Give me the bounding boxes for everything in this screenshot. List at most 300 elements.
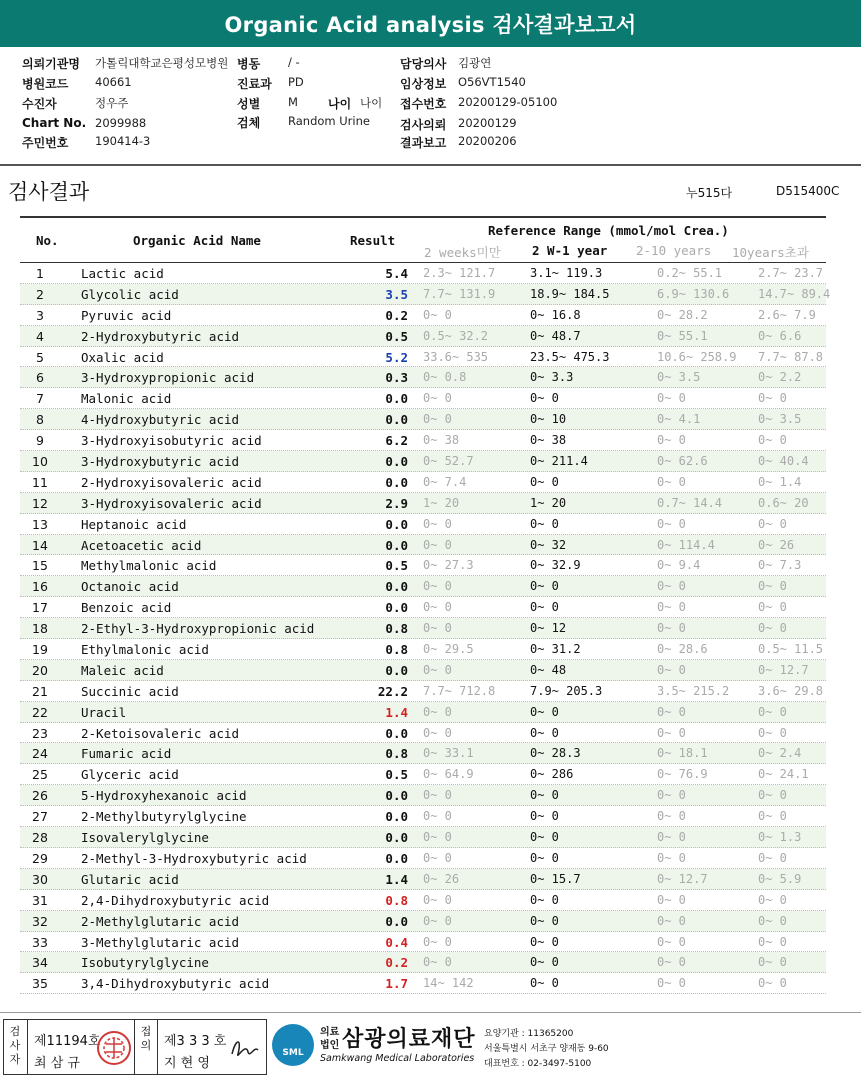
- specimen-value: Random Urine: [288, 114, 370, 128]
- row-name: 3-Hydroxyisovaleric acid: [81, 495, 262, 511]
- row-result: 0.3: [385, 370, 408, 386]
- row-ref-adult: 3.6~ 29.8: [758, 683, 824, 698]
- row-ref-1y: 0~ 12: [530, 621, 567, 636]
- row-result: 0.4: [385, 934, 408, 950]
- row-ref-2w: 2.3~ 121.7: [423, 266, 496, 280]
- col-name-header: Organic Acid Name: [133, 233, 261, 248]
- row-no: 28: [32, 830, 48, 846]
- table-row: [20, 305, 826, 326]
- row-ref-adult: 0~ 26: [758, 537, 795, 552]
- row-no: 30: [32, 871, 48, 887]
- row-ref-1y: 23.5~ 475.3: [530, 349, 610, 364]
- row-ref-adult: 0~ 1.4: [758, 474, 802, 489]
- col-no-header: No.: [36, 233, 59, 248]
- row-name: 2-Hydroxybutyric acid: [81, 328, 240, 344]
- row-ref-10y: 0~ 0: [657, 621, 686, 636]
- table-row: [20, 743, 826, 764]
- row-ref-1y: 3.1~ 119.3: [530, 266, 603, 280]
- row-result: 0.0: [385, 809, 408, 825]
- table-row: [20, 890, 826, 911]
- row-result: 0.0: [385, 725, 408, 741]
- row-no: 21: [32, 683, 48, 699]
- row-name: Maleic acid: [81, 662, 164, 678]
- row-ref-2w: 7.7~ 131.9: [423, 286, 496, 301]
- lab-address: 서울특별시 서초구 양재동 9-60: [484, 1044, 609, 1054]
- row-ref-1y: 0~ 0: [530, 913, 559, 928]
- row-ref-1y: 0~ 32: [530, 537, 567, 552]
- table-row: [20, 869, 826, 890]
- row-ref-2w: 0~ 29.5: [423, 642, 474, 657]
- row-ref-2w: 0~ 0: [423, 391, 452, 406]
- table-row: [20, 367, 826, 388]
- row-ref-10y: 0~ 0: [657, 600, 686, 615]
- row-ref-10y: 0~ 0: [657, 704, 686, 719]
- row-ref-10y: 0~ 0: [657, 892, 686, 907]
- row-no: 10: [32, 454, 48, 470]
- row-ref-1y: 0~ 286: [530, 767, 574, 782]
- row-no: 9: [36, 433, 44, 449]
- row-result: 5.4: [385, 266, 408, 281]
- row-name: 2-Methyl-3-Hydroxybutyric acid: [81, 850, 307, 866]
- row-ref-1y: 18.9~ 184.5: [530, 286, 610, 301]
- row-no: 17: [32, 600, 48, 616]
- row-ref-adult: 0~ 0: [758, 955, 787, 970]
- row-name: Glyceric acid: [81, 767, 179, 783]
- row-ref-10y: 0~ 76.9: [657, 767, 708, 782]
- table-row: [20, 973, 826, 994]
- seal-icon: [96, 1030, 132, 1066]
- row-ref-adult: 2.7~ 23.7: [758, 266, 824, 280]
- code-a: 누515다: [686, 186, 733, 200]
- row-ref-adult: 0~ 0: [758, 725, 787, 740]
- table-row: [20, 702, 826, 723]
- row-ref-2w: 0~ 0: [423, 579, 452, 594]
- row-name: 2-Ketoisovaleric acid: [81, 725, 240, 741]
- row-ref-10y: 0~ 114.4: [657, 537, 715, 552]
- row-ref-2w: 0~ 26: [423, 871, 460, 886]
- lab-logo: [272, 1020, 861, 1076]
- table-row: [20, 284, 831, 305]
- row-ref-adult: 0~ 40.4: [758, 454, 809, 469]
- table-row: [20, 576, 826, 597]
- tester-label: 검사자: [9, 1025, 21, 1066]
- row-ref-2w: 0~ 33.1: [423, 746, 474, 761]
- row-result: 0.5: [385, 767, 408, 783]
- footer-divider: [0, 1012, 861, 1013]
- row-ref-adult: 0~ 7.3: [758, 558, 802, 573]
- logo-mark-text: SML: [282, 1048, 304, 1058]
- row-ref-2w: 0~ 0: [423, 788, 452, 803]
- lab-code: 요양기관 : 11365200: [484, 1029, 574, 1039]
- row-ref-10y: 10.6~ 258.9: [657, 349, 737, 364]
- row-result: 0.2: [385, 307, 408, 323]
- row-result: 0.5: [385, 328, 408, 344]
- row-result: 0.0: [385, 516, 408, 532]
- row-no: 22: [32, 704, 48, 720]
- table-row: [20, 681, 826, 702]
- row-ref-adult: 0~ 2.4: [758, 746, 802, 761]
- row-ref-2w: 0~ 52.7: [423, 454, 474, 469]
- table-row: [20, 451, 826, 472]
- clinical-label: 임상정보: [400, 77, 447, 91]
- row-ref-2w: 0~ 0.8: [423, 370, 467, 385]
- row-ref-1y: 0~ 0: [530, 955, 559, 970]
- report-label: 결과보고: [400, 136, 447, 150]
- row-ref-1y: 0~ 38: [530, 433, 567, 448]
- row-no: 31: [32, 892, 48, 908]
- dept-value: PD: [288, 75, 304, 89]
- row-ref-1y: 0~ 15.7: [530, 871, 581, 886]
- row-ref-1y: 0~ 0: [530, 934, 559, 949]
- sex-value: M: [288, 95, 298, 109]
- row-ref-10y: 0~ 0: [657, 850, 686, 865]
- row-result: 0.0: [385, 788, 408, 804]
- col-result-header: Result: [350, 233, 396, 248]
- row-ref-10y: 0~ 0: [657, 391, 686, 406]
- row-ref-10y: 0~ 0: [657, 579, 686, 594]
- row-ref-10y: 0.7~ 14.4: [657, 495, 723, 510]
- row-no: 19: [32, 642, 48, 658]
- doctor-value: 김광연: [458, 56, 492, 70]
- row-ref-adult: 0~ 3.5: [758, 412, 802, 427]
- row-ref-1y: 0~ 0: [530, 600, 559, 615]
- row-name: 5-Hydroxyhexanoic acid: [81, 788, 247, 804]
- row-ref-2w: 7.7~ 712.8: [423, 683, 496, 698]
- table-row: [20, 660, 826, 681]
- table-row: [20, 493, 826, 514]
- row-result: 0.0: [385, 850, 408, 866]
- row-ref-2w: 0~ 0: [423, 913, 452, 928]
- row-ref-10y: 0~ 0: [657, 955, 686, 970]
- row-ref-2w: 0~ 38: [423, 433, 460, 448]
- row-ref-10y: 0~ 0: [657, 662, 686, 677]
- row-ref-adult: 0~ 0: [758, 788, 787, 803]
- table-row: [20, 514, 826, 535]
- row-ref-1y: 0~ 0: [530, 976, 559, 991]
- row-ref-2w: 0~ 0: [423, 892, 452, 907]
- row-no: 26: [32, 788, 48, 804]
- row-ref-1y: 0~ 0: [530, 850, 559, 865]
- table-row: [20, 827, 826, 848]
- row-result: 1.4: [385, 704, 408, 720]
- table-row: [20, 472, 826, 493]
- patient-info: [0, 55, 861, 160]
- row-name: Octanoic acid: [81, 579, 179, 595]
- id-label: 주민번호: [22, 136, 69, 150]
- table-row: [20, 618, 826, 639]
- row-no: 32: [32, 913, 48, 929]
- row-name: Heptanoic acid: [81, 516, 187, 532]
- ward-label: 병동: [237, 57, 261, 71]
- table-row: [20, 263, 826, 284]
- approver-label: 접의: [140, 1025, 152, 1052]
- ward-value: / -: [288, 55, 300, 69]
- id-value: 190414-3: [95, 134, 151, 148]
- row-result: 0.8: [385, 892, 408, 908]
- row-ref-1y: 0~ 0: [530, 892, 559, 907]
- row-ref-1y: 0~ 0: [530, 704, 559, 719]
- row-ref-1y: 0~ 211.4: [530, 454, 588, 469]
- row-ref-10y: 0~ 12.7: [657, 871, 708, 886]
- row-ref-adult: 0~ 0: [758, 934, 787, 949]
- row-ref-2w: 0~ 0: [423, 725, 452, 740]
- row-no: 29: [32, 850, 48, 866]
- receipt-value: 20200129-05100: [458, 95, 558, 109]
- row-ref-1y: 0~ 16.8: [530, 307, 581, 322]
- ref-sub-1: 2 weeks미만: [424, 245, 501, 260]
- row-no: 14: [32, 537, 48, 553]
- row-ref-10y: 3.5~ 215.2: [657, 683, 730, 698]
- row-ref-1y: 0~ 28.3: [530, 746, 581, 761]
- row-ref-2w: 0~ 7.4: [423, 474, 467, 489]
- row-ref-10y: 0~ 28.2: [657, 307, 708, 322]
- row-name: 3-Hydroxybutyric acid: [81, 454, 240, 470]
- row-no: 15: [32, 558, 48, 574]
- row-ref-10y: 0.2~ 55.1: [657, 266, 723, 280]
- sex-label: 성별: [237, 97, 261, 111]
- logo-small-1: 의료: [320, 1027, 340, 1038]
- row-ref-adult: 0~ 1.3: [758, 830, 802, 845]
- row-ref-adult: 0~ 6.6: [758, 328, 802, 343]
- row-result: 0.0: [385, 830, 408, 846]
- row-result: 0.0: [385, 391, 408, 407]
- row-ref-adult: 0.6~ 20: [758, 495, 809, 510]
- row-result: 0.5: [385, 558, 408, 574]
- table-row: [20, 911, 826, 932]
- row-ref-1y: 0~ 0: [530, 725, 559, 740]
- row-name: 2-Methylbutyrylglycine: [81, 809, 247, 825]
- row-no: 13: [32, 516, 48, 532]
- row-no: 35: [32, 976, 48, 992]
- row-ref-2w: 0~ 0: [423, 600, 452, 615]
- row-result: 22.2: [377, 683, 408, 699]
- row-ref-10y: 0~ 4.1: [657, 412, 701, 427]
- row-no: 6: [36, 370, 44, 386]
- row-ref-10y: 0~ 0: [657, 830, 686, 845]
- row-ref-2w: 0~ 0: [423, 704, 452, 719]
- row-ref-adult: 14.7~ 89.4: [758, 286, 831, 301]
- signature-icon: [226, 1032, 262, 1064]
- row-ref-adult: 0.5~ 11.5: [758, 642, 824, 657]
- row-name: Ethylmalonic acid: [81, 642, 209, 658]
- hospital-code-value: 40661: [95, 75, 132, 89]
- ref-sub-3: 2-10 years: [636, 243, 712, 258]
- row-name: Lactic acid: [81, 266, 164, 281]
- row-ref-2w: 0~ 0: [423, 830, 452, 845]
- row-ref-1y: 0~ 10: [530, 412, 567, 427]
- row-ref-adult: 0~ 0: [758, 976, 787, 991]
- row-result: 0.8: [385, 746, 408, 762]
- row-ref-adult: 0~ 0: [758, 579, 787, 594]
- row-result: 0.0: [385, 474, 408, 490]
- row-ref-adult: 0~ 0: [758, 600, 787, 615]
- row-name: Oxalic acid: [81, 349, 164, 365]
- logo-name: 삼광의료재단: [342, 1027, 476, 1052]
- row-ref-10y: 0~ 0: [657, 516, 686, 531]
- row-ref-2w: 0~ 0: [423, 809, 452, 824]
- row-result: 0.0: [385, 600, 408, 616]
- row-ref-2w: 0~ 0: [423, 516, 452, 531]
- row-ref-2w: 0~ 0: [423, 412, 452, 427]
- table-row: [20, 409, 826, 430]
- table-row: [20, 806, 826, 827]
- institution-label: 의뢰기관명: [22, 57, 80, 71]
- table-row: [20, 848, 826, 869]
- row-result: 5.2: [385, 349, 408, 365]
- signature-box: [3, 1019, 267, 1075]
- row-ref-2w: 1~ 20: [423, 495, 460, 510]
- row-name: Benzoic acid: [81, 600, 172, 616]
- row-no: 12: [32, 495, 48, 511]
- row-ref-adult: 0~ 0: [758, 892, 787, 907]
- receipt-label: 접수번호: [400, 97, 447, 111]
- row-name: 4-Hydroxybutyric acid: [81, 412, 240, 428]
- row-result: 0.8: [385, 621, 408, 637]
- dept-label: 진료과: [237, 77, 272, 91]
- row-result: 6.2: [385, 433, 408, 449]
- row-no: 3: [36, 307, 44, 323]
- table-row: [20, 785, 826, 806]
- chart-label: Chart No.: [22, 116, 87, 130]
- age-value: 나이: [360, 96, 383, 110]
- row-ref-1y: 0~ 48: [530, 662, 567, 677]
- row-ref-1y: 0~ 0: [530, 579, 559, 594]
- table-row: [20, 723, 826, 744]
- row-ref-2w: 0~ 27.3: [423, 558, 474, 573]
- row-no: 18: [32, 621, 48, 637]
- row-ref-adult: 0~ 5.9: [758, 871, 802, 886]
- row-ref-2w: 0~ 0: [423, 537, 452, 552]
- ref-sub-4: 10years초과: [732, 245, 809, 260]
- request-value: 20200129: [458, 116, 517, 130]
- row-ref-2w: 0~ 0: [423, 662, 452, 677]
- row-no: 8: [36, 412, 44, 428]
- row-name: 3-Hydroxyisobutyric acid: [81, 433, 262, 449]
- row-result: 3.5: [385, 286, 408, 302]
- table-row: [20, 326, 826, 347]
- row-name: Glycolic acid: [81, 286, 179, 302]
- row-name: Methylmalonic acid: [81, 558, 217, 574]
- row-ref-adult: 0~ 24.1: [758, 767, 809, 782]
- table-row: [20, 597, 826, 618]
- lab-phone: 대표번호 : 02-3497-5100: [484, 1059, 592, 1069]
- row-ref-1y: 0~ 48.7: [530, 328, 581, 343]
- approver-name: 지 현 영: [164, 1056, 210, 1071]
- row-result: 0.2: [385, 955, 408, 971]
- row-no: 33: [32, 934, 48, 950]
- section-title: 검사결과: [8, 180, 90, 204]
- results-table: [20, 263, 831, 994]
- doctor-label: 담당의사: [400, 57, 447, 71]
- row-name: Pyruvic acid: [81, 307, 172, 323]
- table-row: [20, 952, 826, 973]
- row-result: 0.0: [385, 913, 408, 929]
- row-name: Uracil: [81, 704, 127, 720]
- row-ref-1y: 0~ 0: [530, 788, 559, 803]
- row-ref-adult: 0~ 0: [758, 850, 787, 865]
- row-result: 0.0: [385, 412, 408, 428]
- row-ref-adult: 7.7~ 87.8: [758, 349, 824, 364]
- row-result: 0.0: [385, 537, 408, 553]
- patient-label: 수진자: [22, 97, 57, 111]
- row-no: 11: [32, 474, 48, 490]
- row-name: Succinic acid: [81, 683, 179, 699]
- row-name: 2-Ethyl-3-Hydroxypropionic acid: [81, 621, 315, 637]
- row-result: 1.7: [385, 976, 408, 992]
- row-ref-1y: 0~ 3.3: [530, 370, 574, 385]
- row-result: 0.0: [385, 662, 408, 678]
- row-ref-10y: 0~ 0: [657, 474, 686, 489]
- row-ref-adult: 0~ 12.7: [758, 662, 809, 677]
- table-row: [20, 555, 826, 576]
- row-ref-adult: 0~ 0: [758, 516, 787, 531]
- report-title: Organic Acid analysis 검사결과보고서: [0, 0, 861, 47]
- table-row: [20, 764, 826, 785]
- row-ref-2w: 0~ 0: [423, 621, 452, 636]
- row-name: 3,4-Dihydroxybutyric acid: [81, 976, 270, 992]
- tester-name: 최 삼 규: [34, 1056, 80, 1071]
- chart-value: 2099988: [95, 116, 147, 130]
- row-name: 2-Methylglutaric acid: [81, 913, 240, 929]
- row-ref-10y: 0~ 0: [657, 809, 686, 824]
- row-ref-10y: 0~ 0: [657, 934, 686, 949]
- row-name: Acetoacetic acid: [81, 537, 202, 553]
- row-ref-1y: 0~ 32.9: [530, 558, 581, 573]
- row-name: Glutaric acid: [81, 871, 179, 887]
- row-name: Fumaric acid: [81, 746, 172, 762]
- row-no: 2: [36, 286, 44, 302]
- row-result: 2.9: [385, 495, 408, 511]
- logo-corp: [320, 1026, 339, 1052]
- row-name: Isobutyrylglycine: [81, 955, 209, 971]
- row-ref-10y: 0~ 0: [657, 788, 686, 803]
- row-ref-2w: 0~ 64.9: [423, 767, 474, 782]
- row-ref-adult: 0~ 0: [758, 704, 787, 719]
- row-ref-1y: 7.9~ 205.3: [530, 683, 603, 698]
- row-ref-10y: 0~ 55.1: [657, 328, 708, 343]
- row-name: 2,4-Dihydroxybutyric acid: [81, 892, 270, 908]
- row-ref-2w: 33.6~ 535: [423, 349, 489, 364]
- row-ref-10y: 0~ 0: [657, 725, 686, 740]
- logo-subtitle: Samkwang Medical Laboratories: [320, 1053, 475, 1064]
- row-result: 1.4: [385, 871, 408, 887]
- row-name: 3-Methylglutaric acid: [81, 934, 240, 950]
- row-ref-2w: 0~ 0: [423, 955, 452, 970]
- row-ref-2w: 0~ 0: [423, 934, 452, 949]
- row-ref-1y: 0~ 0: [530, 391, 559, 406]
- institution-value: 가톨릭대학교은평성모병원: [95, 56, 229, 70]
- row-ref-10y: 0~ 62.6: [657, 454, 708, 469]
- row-ref-10y: 0~ 3.5: [657, 370, 701, 385]
- request-label: 검사의뢰: [400, 118, 447, 132]
- row-ref-10y: 6.9~ 130.6: [657, 286, 730, 301]
- row-ref-2w: 14~ 142: [423, 976, 474, 991]
- row-ref-1y: 0~ 0: [530, 474, 559, 489]
- row-name: Malonic acid: [81, 391, 172, 407]
- row-no: 1: [36, 266, 44, 281]
- row-no: 5: [36, 349, 44, 365]
- logo-small-2: 법인: [320, 1040, 340, 1051]
- row-ref-adult: 0~ 0: [758, 621, 787, 636]
- tester-no: 제11194호: [34, 1034, 101, 1049]
- row-ref-adult: 0~ 0: [758, 913, 787, 928]
- approver-no: 제3 3 3 호: [164, 1034, 227, 1049]
- ref-sub-2: 2 W-1 year: [532, 243, 608, 258]
- row-no: 34: [32, 955, 48, 971]
- patient-value: 정우주: [95, 96, 129, 110]
- table-row: [20, 347, 826, 368]
- specimen-label: 검체: [237, 116, 261, 130]
